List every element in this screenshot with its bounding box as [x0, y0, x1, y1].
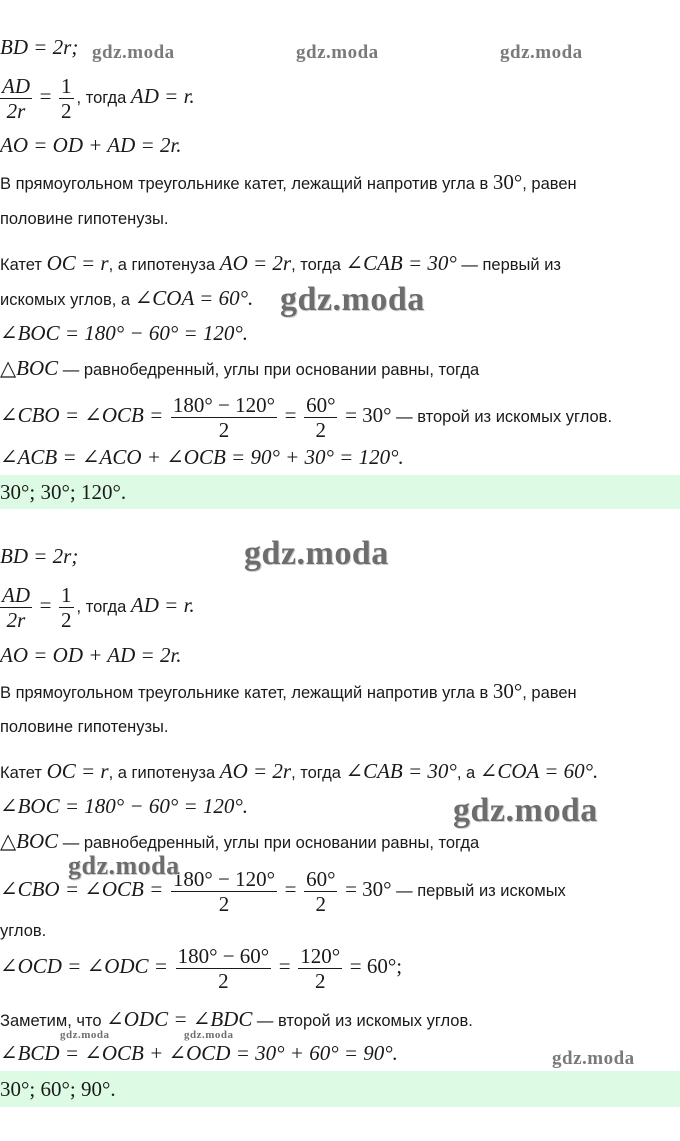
s1-line-isosceles: △BOC — равнобедренный, углы при основании равны, тогда [0, 356, 480, 380]
s2-line-ad-ratio: $\frac{AD}{2r}$ = $\frac{1}{2}$ , тогда AD = r. [2, 583, 195, 632]
watermark-logo: gdz.moda [68, 851, 180, 880]
s1-line-bd: BD = 2r; [0, 35, 79, 59]
s2-line-ao: AO = OD + AD = 2r. [0, 643, 182, 667]
s1-line-theorem-cont: половине гипотенузы. [0, 210, 169, 228]
fraction: $\frac{60^\circ}{2}$ [306, 393, 336, 442]
s2-line-isosceles: △BOC — равнобедренный, углы при основании равны, тогда [0, 829, 480, 853]
s2-line-cbo: ∠CBO = ∠OCB = $\frac{180^\circ - 120^\circ}{2}$ = $\frac{60^\circ}{2}$ = 30° — первый из искомых [0, 867, 566, 916]
s2-line-theorem-cont: половине гипотенузы. [0, 718, 169, 736]
watermark-logo: gdz.moda [296, 42, 379, 63]
watermark-logo: gdz.moda [60, 1029, 110, 1041]
fraction: $\frac{1}{2}$ [61, 583, 72, 632]
s2-line-note: Заметим, что ∠ODC = ∠BDC — второй из искомых углов. [0, 1007, 473, 1031]
fraction: $\frac{180^\circ - 120^\circ}{2}$ [172, 393, 276, 442]
s1-line-katet: Катет OC = r, а гипотенуза AO = 2r, тогда ∠CAB = 30° — первый из [0, 251, 561, 275]
s2-line-theorem: В прямоугольном треугольнике катет, лежащий напротив угла в 30°, равен [0, 679, 577, 703]
s2-answer-box: 30°; 60°; 90°. [0, 1071, 680, 1107]
s1-line-boc: ∠BOC = 180° − 60° = 120°. [0, 321, 249, 345]
watermark-logo: gdz.moda [552, 1048, 635, 1069]
watermark-logo: gdz.moda [92, 42, 175, 63]
watermark-logo: gdz.moda [184, 1029, 234, 1041]
fraction: $\frac{AD}{2r}$ [2, 74, 30, 123]
watermark-logo: gdz.moda [500, 42, 583, 63]
s2-line-boc: ∠BOC = 180° − 60° = 120°. [0, 794, 249, 818]
s1-line-cbo: ∠CBO = ∠OCB = $\frac{180^\circ - 120^\circ}{2}$ = $\frac{60^\circ}{2}$ = 30° — второй из искомых углов. [0, 393, 613, 442]
s1-line-acb: ∠ACB = ∠ACO + ∠OCB = 90° + 30° = 120°. [0, 445, 404, 469]
watermark-logo: gdz.moda [453, 792, 598, 829]
watermark-logo: gdz.moda [244, 535, 389, 572]
fraction: $\frac{180^\circ - 120^\circ}{2}$ [172, 867, 276, 916]
fraction: $\frac{120^\circ}{2}$ [300, 944, 341, 993]
s1-line-ao: AO = OD + AD = 2r. [0, 133, 182, 157]
s2-line-bcd: ∠BCD = ∠OCB + ∠OCD = 30° + 60° = 90°. [0, 1041, 398, 1065]
s2-line-ocd: ∠OCD = ∠ODC = $\frac{180^\circ - 60^\circ}{2}$ = $\frac{120^\circ}{2}$ = 60°; [0, 944, 403, 993]
fraction: $\frac{180^\circ - 60^\circ}{2}$ [177, 944, 270, 993]
s2-line-bd: BD = 2r; [0, 544, 79, 568]
s1-answer-box: 30°; 30°; 120°. [0, 475, 680, 509]
fraction: $\frac{1}{2}$ [61, 74, 72, 123]
fraction: $\frac{AD}{2r}$ [2, 583, 30, 632]
s1-line-theorem: В прямоугольном треугольнике катет, лежащий напротив угла в 30°, равен [0, 170, 577, 194]
s2-line-cbo-cont: углов. [0, 922, 47, 940]
s1-line-ad-ratio: $\frac{AD}{2r}$ = $\frac{1}{2}$ , тогда AD = r. [2, 74, 195, 123]
s1-line-katet-cont: искомых углов, а ∠COA = 60°. [0, 286, 254, 310]
fraction: $\frac{60^\circ}{2}$ [306, 867, 336, 916]
watermark-logo: gdz.moda [280, 281, 425, 318]
s2-line-katet: Катет OC = r, а гипотенуза AO = 2r, тогда ∠CAB = 30°, а ∠COA = 60°. [0, 759, 599, 783]
